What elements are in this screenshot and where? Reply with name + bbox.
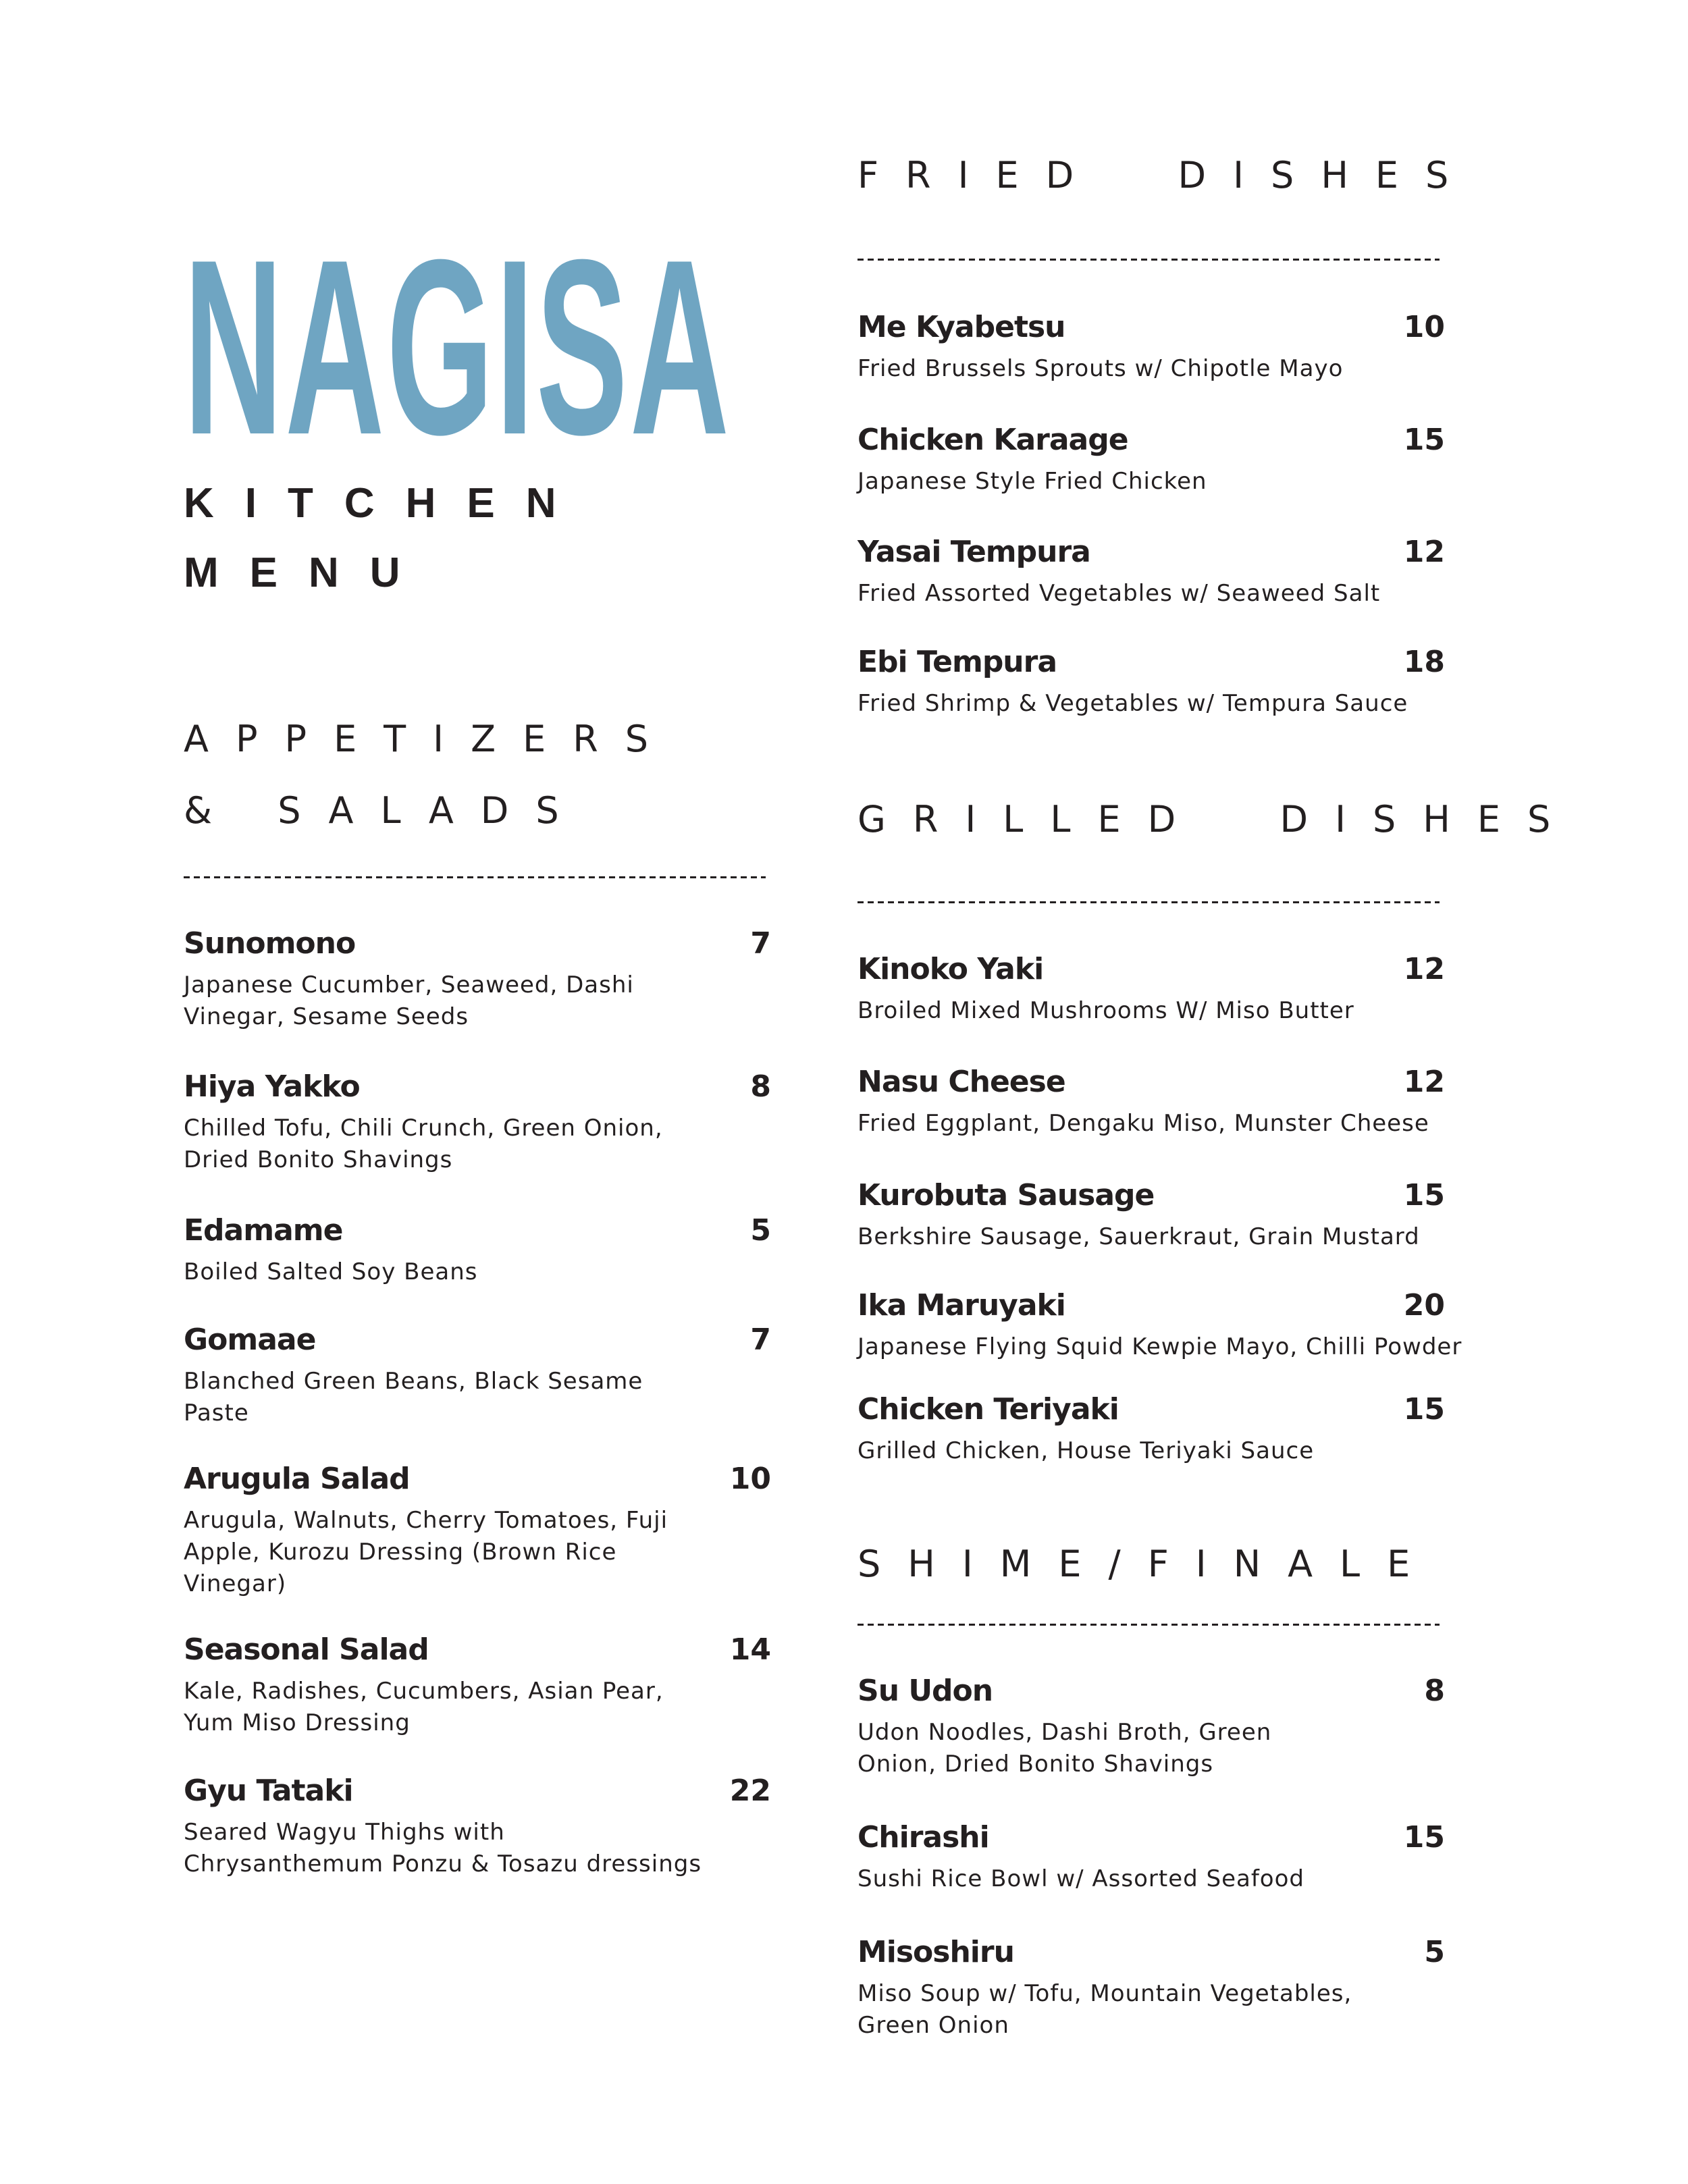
item-description-line: Broiled Mixed Mushrooms W/ Miso Butter xyxy=(858,997,1354,1024)
menu-item xyxy=(858,1819,1445,1895)
item-description xyxy=(858,1221,1445,1253)
item-name: Arugula Salad xyxy=(184,1462,410,1496)
item-description xyxy=(184,1676,771,1739)
item-price: 12 xyxy=(1403,1065,1445,1099)
item-description xyxy=(184,1366,771,1429)
item-description-line: Sushi Rice Bowl w/ Assorted Seafood xyxy=(858,1865,1304,1892)
item-description-line: Apple, Kurozu Dressing (Brown Rice xyxy=(184,1539,617,1566)
item-description xyxy=(858,1331,1462,1363)
item-price: 8 xyxy=(1424,1674,1445,1708)
item-description-line: Grilled Chicken, House Teriyaki Sauce xyxy=(858,1437,1315,1464)
item-name: Gyu Tataki xyxy=(184,1774,353,1808)
item-description-line: Seared Wagyu Thighs with xyxy=(184,1819,505,1846)
item-name: Chirashi xyxy=(858,1820,989,1855)
item-name: Sunomono xyxy=(184,926,356,961)
item-description xyxy=(858,466,1445,498)
item-price: 7 xyxy=(750,1323,771,1357)
item-name: Me Kyabetsu xyxy=(858,310,1065,344)
item-description xyxy=(858,688,1445,720)
item-description-line: Japanese Cucumber, Seaweed, Dashi xyxy=(184,971,634,998)
item-price: 7 xyxy=(750,926,771,961)
menu-item xyxy=(858,1391,1445,1467)
item-name: Nasu Cheese xyxy=(858,1065,1065,1099)
item-description xyxy=(858,1863,1445,1895)
item-description xyxy=(184,1817,771,1880)
item-description-line: Chrysanthemum Ponzu & Tosazu dressings xyxy=(184,1850,702,1877)
item-price: 8 xyxy=(750,1069,771,1104)
item-name: Kurobuta Sausage xyxy=(858,1178,1155,1213)
item-description-line: Boiled Salted Soy Beans xyxy=(184,1258,478,1285)
menu-item xyxy=(858,1934,1445,2042)
section-divider xyxy=(858,901,1440,903)
item-description xyxy=(858,1108,1445,1140)
item-description-line: Berkshire Sausage, Sauerkraut, Grain Mustard xyxy=(858,1223,1420,1250)
item-price: 12 xyxy=(1403,952,1445,986)
item-price: 15 xyxy=(1403,1820,1445,1855)
item-description xyxy=(858,1435,1445,1467)
menu-item xyxy=(858,643,1445,720)
section-heading: & SALADS xyxy=(184,789,586,832)
item-price: 22 xyxy=(729,1774,771,1808)
menu-item xyxy=(858,1177,1445,1253)
item-description xyxy=(184,1505,771,1600)
item-price: 15 xyxy=(1403,1178,1445,1213)
menu-item xyxy=(858,1287,1462,1363)
brand-subtitle-menu: MENU xyxy=(184,550,431,596)
item-name: Edamame xyxy=(184,1213,343,1248)
item-price: 12 xyxy=(1403,535,1445,569)
item-name: Chicken Teriyaki xyxy=(858,1392,1119,1427)
item-description-line: Japanese Style Fried Chicken xyxy=(858,468,1207,495)
item-price: 10 xyxy=(1403,310,1445,344)
item-description-line: Onion, Dried Bonito Shavings xyxy=(858,1751,1214,1778)
item-description-line: Japanese Flying Squid Kewpie Mayo, Chilli Powder xyxy=(858,1333,1462,1360)
item-description-line: Green Onion xyxy=(858,2012,1009,2039)
menu-item xyxy=(858,1063,1445,1140)
item-name: Chicken Karaage xyxy=(858,423,1128,457)
section-heading: APPETIZERS xyxy=(184,718,676,760)
item-description xyxy=(858,353,1445,385)
menu-item xyxy=(184,1068,771,1176)
item-name: Ebi Tempura xyxy=(858,645,1057,679)
menu-item xyxy=(184,925,771,1033)
item-description xyxy=(858,1978,1445,2042)
item-description-line: Dried Bonito Shavings xyxy=(184,1146,453,1173)
item-description-line: Vinegar, Sesame Seeds xyxy=(184,1003,469,1030)
item-description-line: Kale, Radishes, Cucumbers, Asian Pear, xyxy=(184,1678,664,1705)
item-description xyxy=(184,1113,771,1176)
item-description-line: Fried Shrimp & Vegetables w/ Tempura Sauce xyxy=(858,690,1408,717)
item-description-line: Paste xyxy=(184,1400,249,1427)
menu-item xyxy=(184,1631,771,1739)
item-price: 20 xyxy=(1403,1288,1445,1323)
section-divider xyxy=(858,1624,1440,1626)
item-description-line: Vinegar) xyxy=(184,1570,287,1597)
item-description-line: Chilled Tofu, Chili Crunch, Green Onion, xyxy=(184,1115,663,1142)
item-name: Seasonal Salad xyxy=(184,1632,429,1667)
item-name: Misoshiru xyxy=(858,1935,1014,1969)
menu-item xyxy=(858,1672,1445,1780)
item-description xyxy=(184,1256,771,1288)
item-price: 5 xyxy=(1424,1935,1445,1969)
brand-subtitle-kitchen: KITCHEN xyxy=(184,480,587,527)
item-price: 14 xyxy=(729,1632,771,1667)
item-name: Yasai Tempura xyxy=(858,535,1090,569)
menu-item xyxy=(858,309,1445,385)
menu-item xyxy=(858,951,1445,1027)
menu-item xyxy=(858,421,1445,498)
item-name: Kinoko Yaki xyxy=(858,952,1044,986)
item-price: 5 xyxy=(750,1213,771,1248)
section-divider xyxy=(184,876,766,878)
item-price: 15 xyxy=(1403,423,1445,457)
section-heading: GRILLED DISHES xyxy=(858,798,1578,841)
section-heading: FRIED DISHES xyxy=(858,154,1476,196)
section-heading: SHIME/FINALE xyxy=(858,1543,1438,1585)
item-price: 15 xyxy=(1403,1392,1445,1427)
item-name: Ika Maruyaki xyxy=(858,1288,1065,1323)
item-description xyxy=(858,578,1445,610)
section-divider xyxy=(858,259,1440,261)
item-description-line: Miso Soup w/ Tofu, Mountain Vegetables, xyxy=(858,1980,1352,2007)
menu-item xyxy=(184,1772,771,1880)
item-description xyxy=(858,995,1445,1027)
item-description-line: Fried Eggplant, Dengaku Miso, Munster Cheese xyxy=(858,1110,1429,1137)
item-price: 10 xyxy=(729,1462,771,1496)
item-name: Hiya Yakko xyxy=(184,1069,360,1104)
item-description-line: Blanched Green Beans, Black Sesame xyxy=(184,1368,643,1395)
item-description-line: Arugula, Walnuts, Cherry Tomatoes, Fuji xyxy=(184,1507,668,1534)
item-description xyxy=(184,969,771,1033)
menu-item xyxy=(184,1321,771,1429)
menu-item xyxy=(858,533,1445,610)
menu-item xyxy=(184,1460,771,1600)
item-description-line: Fried Brussels Sprouts w/ Chipotle Mayo xyxy=(858,355,1344,382)
brand-logo: NAGISA xyxy=(184,208,732,487)
menu-item xyxy=(184,1212,771,1288)
item-name: Gomaae xyxy=(184,1323,316,1357)
item-description-line: Yum Miso Dressing xyxy=(184,1709,411,1736)
item-name: Su Udon xyxy=(858,1674,993,1708)
item-price: 18 xyxy=(1403,645,1445,679)
item-description-line: Udon Noodles, Dashi Broth, Green xyxy=(858,1719,1272,1746)
item-description-line: Fried Assorted Vegetables w/ Seaweed Salt xyxy=(858,580,1381,607)
item-description xyxy=(858,1717,1445,1780)
